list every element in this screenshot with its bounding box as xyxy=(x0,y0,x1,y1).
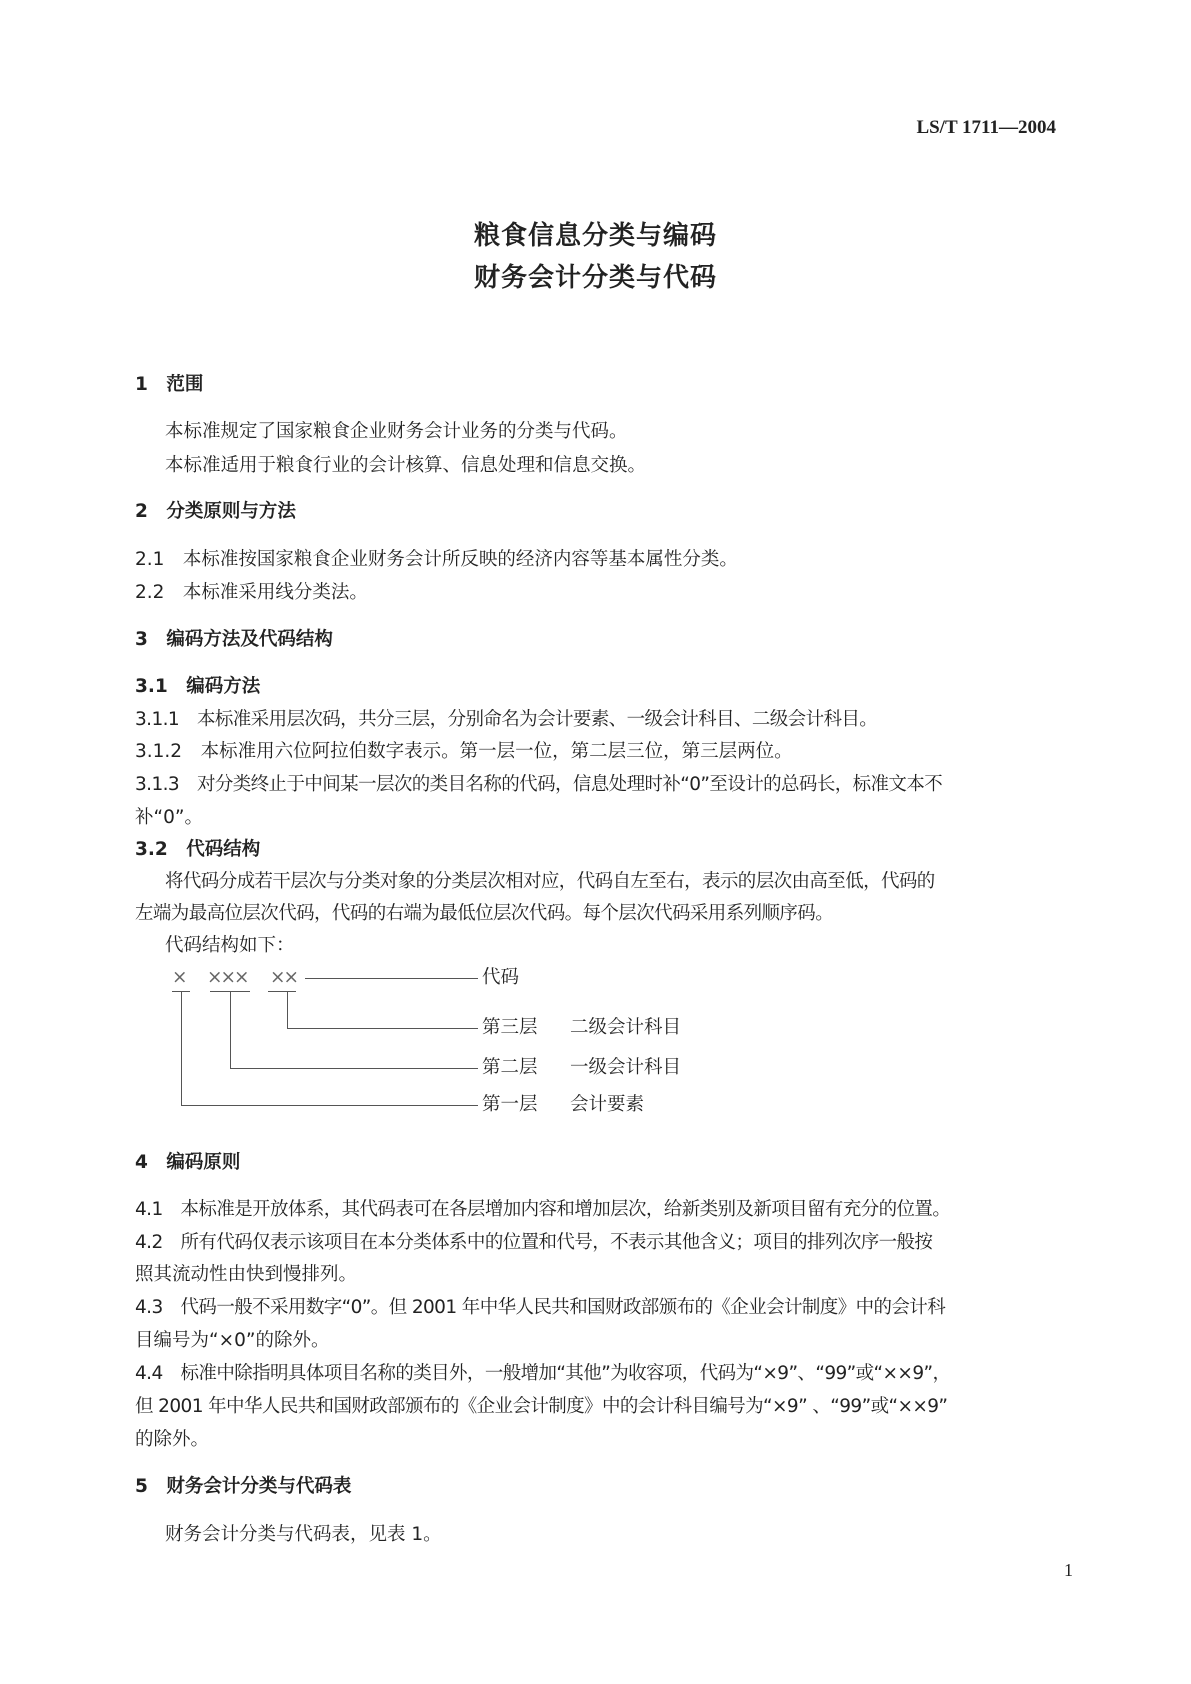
code-label: 代码 xyxy=(482,967,520,988)
page-number: 1 xyxy=(1064,1560,1073,1580)
level-1-desc: 会计要素 xyxy=(570,1094,645,1115)
clause-2-1: 2.1 本标准按国家粮食企业财务会计所反映的经济内容等基本属性分类。 xyxy=(135,549,738,570)
section-5-heading: 5 财务会计分类与代码表 xyxy=(135,1476,352,1497)
clause-3-1-1: 3.1.1 本标准采用层次码，共分三层，分别命名为会计要素、一级会计科目、二级会计科目。 xyxy=(135,709,878,730)
clause-4-2-cont: 照其流动性由快到慢排列。 xyxy=(135,1264,358,1285)
clause-4-4-cont: 但 2001 年中华人民共和国财政部颁布的《企业会计制度》中的会计科目编号为“×9” 、“99”或“××9” xyxy=(135,1396,948,1417)
clause-4-2: 4.2 所有代码仅表示该项目在本分类体系中的位置和代号，不表示其他含义；项目的排列次序一般按 xyxy=(135,1232,933,1253)
clause-4-4: 4.4 标准中除指明具体项目名称的类目外，一般增加“其他”为收容项，代码为“×9”、“99”或“××9”， xyxy=(135,1363,951,1384)
clause-2-2: 2.2 本标准采用线分类法。 xyxy=(135,582,368,603)
code-digit-level1: × xyxy=(172,967,188,988)
paragraph: 将代码分成若干层次与分类对象的分类层次相对应，代码自左至右，表示的层次由高至低，代码的 xyxy=(165,871,935,892)
clause-3-1-2: 3.1.2 本标准用六位阿拉伯数字表示。第一层一位，第二层三位，第三层两位。 xyxy=(135,741,793,762)
code-digits-level3: ×× xyxy=(270,967,298,988)
clause-3-2-heading: 3.2 代码结构 xyxy=(135,839,261,860)
clause-4-4-cont2: 的除外。 xyxy=(135,1429,210,1450)
clause-4-3: 4.3 代码一般不采用数字“0”。但 2001 年中华人民共和国财政部颁布的《企业会计制度》中的会计科 xyxy=(135,1297,946,1318)
section-1-heading: 1 范围 xyxy=(135,374,204,395)
level-1-name: 第一层 xyxy=(482,1094,538,1115)
level-3-name: 第三层 xyxy=(482,1017,538,1038)
code-digits-level2: ××× xyxy=(207,967,248,988)
level-2-name: 第二层 xyxy=(482,1057,538,1078)
level-3-desc: 二级会计科目 xyxy=(570,1017,682,1038)
clause-4-1: 4.1 本标准是开放体系，其代码表可在各层增加内容和增加层次，给新类别及新项目留有充分的位置。 xyxy=(135,1199,951,1220)
paragraph: 本标准规定了国家粮食企业财务会计业务的分类与代码。 xyxy=(165,421,628,442)
clause-3-1-3-cont: 补“0”。 xyxy=(135,807,203,828)
section-2-heading: 2 分类原则与方法 xyxy=(135,501,296,522)
section-4-heading: 4 编码原则 xyxy=(135,1152,241,1173)
clause-3-1-heading: 3.1 编码方法 xyxy=(135,676,261,697)
paragraph: 财务会计分类与代码表，见表 1。 xyxy=(165,1524,442,1545)
paragraph: 左端为最高位层次代码，代码的右端为最低位层次代码。每个层次代码采用系列顺序码。 xyxy=(135,903,834,924)
title-line-2: 财务会计分类与代码 xyxy=(473,263,717,293)
section-3-heading: 3 编码方法及代码结构 xyxy=(135,629,333,650)
clause-3-1-3: 3.1.3 对分类终止于中间某一层次的类目名称的代码，信息处理时补“0”至设计的总码长，标准文本不 xyxy=(135,774,943,795)
title-line-1: 粮食信息分类与编码 xyxy=(473,221,717,251)
standard-number: LS/T 1711—2004 xyxy=(916,117,1056,138)
paragraph: 代码结构如下： xyxy=(165,935,295,956)
clause-4-3-cont: 目编号为“×0”的除外。 xyxy=(135,1330,330,1351)
paragraph: 本标准适用于粮食行业的会计核算、信息处理和信息交换。 xyxy=(165,455,647,476)
level-2-desc: 一级会计科目 xyxy=(570,1057,682,1078)
